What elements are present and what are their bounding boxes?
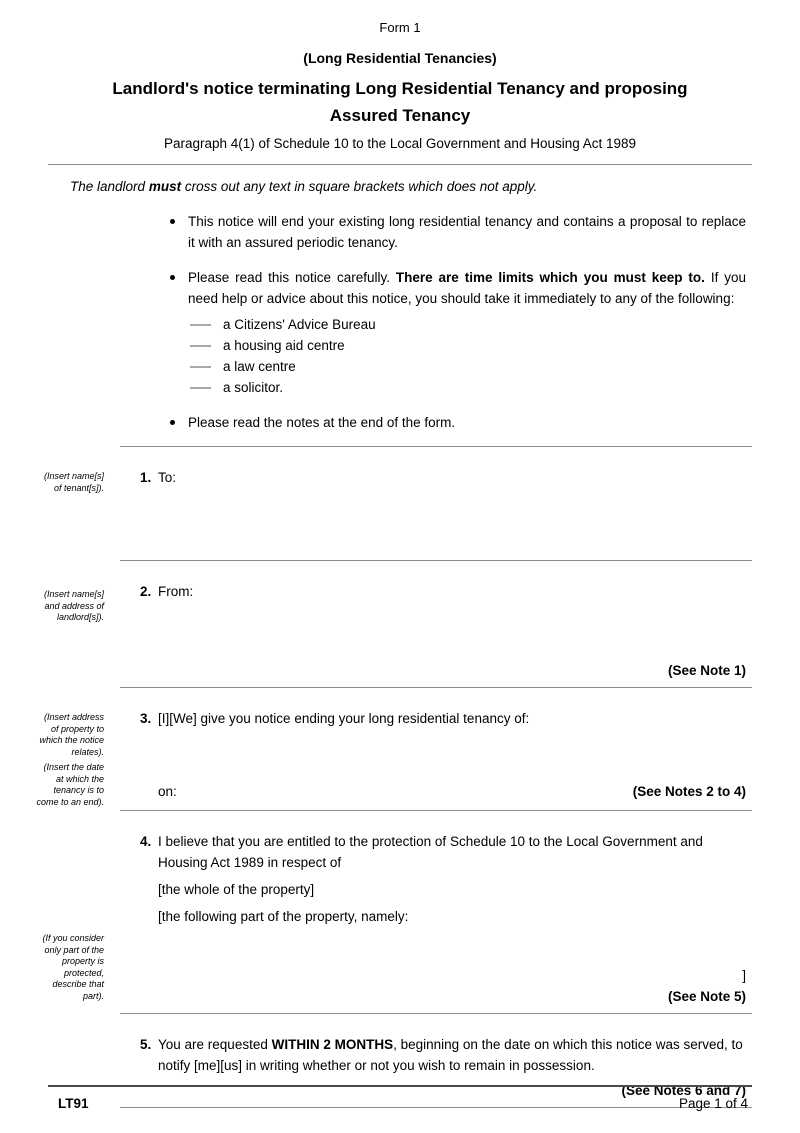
form-title-line2: Assured Tenancy [329,106,471,125]
option-whole-property: [the whole of the property] [158,882,315,897]
section-number: 3. [140,711,152,726]
form-title-line1: Landlord's notice terminating Long Residential Tenancy and proposing [112,79,688,98]
section-4-heading [120,831,752,873]
bullet-item-3 [170,412,746,433]
option-part-property: [the following part of the property, namely: [158,909,409,924]
section-number: 5. [140,1037,152,1052]
section-divider [120,446,752,457]
dash-icon [190,366,211,368]
see-notes-6-and-7: (See Notes 6 and 7) [621,1083,746,1098]
form-title [48,75,752,129]
crossout-instruction-pre: The landlord [70,179,149,194]
on-label: on: [158,784,177,799]
margin-note-property-address: (Insert address of property to which the notice relates). [39,712,104,757]
dash-icon [190,324,211,326]
form-category: (Long Residential Tenancies) [303,50,497,66]
landlord-details-fill-area[interactable] [120,602,752,660]
bullet-icon [170,275,175,280]
section-2-heading [120,581,752,602]
tenant-names-fill-area[interactable] [120,488,752,560]
section-3-heading [120,708,752,729]
section-3-text: [I][We] give you notice ending your long residential tenancy of: [158,711,530,726]
section-5-text-bold: WITHIN 2 MONTHS [271,1037,394,1052]
section-3-notice [36,698,752,810]
margin-note-tenant: (Insert name[s] of tenant[s]). [43,471,104,493]
advice-item-label: a solicitor. [223,380,284,395]
margin-note-part-protected: (If you consider only part of the property is protected, describe that part). [42,933,104,1001]
list-item [190,377,752,398]
advice-item-label: a housing aid centre [223,338,345,353]
closing-bracket: ] [742,968,746,983]
property-address-fill-area[interactable] [120,729,752,781]
document-code: LT91 [58,1096,89,1111]
page-indicator: Page 1 of 4 [678,1096,748,1111]
section-1-to [43,457,752,560]
property-part-fill-area[interactable] [120,927,752,965]
form-number: Form 1 [379,20,421,35]
statute-reference: Paragraph 4(1) of Schedule 10 to the Local Government and Housing Act 1989 [163,136,637,151]
bullet-text-2-pre: Please read this notice carefully. [188,270,396,285]
bullet-icon [170,420,175,425]
section-number: 4. [140,834,152,849]
section-number: 1. [140,470,152,485]
bullet-text-1: This notice will end your existing long residential tenancy and contains a proposal to replace it with an assured periodic tenancy. [188,214,746,250]
form-header [48,20,752,151]
bullet-item-2 [170,267,746,309]
section-4-text: I believe that you are entitled to the protection of Schedule 10 to the Local Government and Housing Act 1989 in respect of [158,834,703,870]
section-divider [120,1013,752,1024]
section-5-text [158,1034,752,1076]
list-item [190,356,752,377]
bullet-text-3: Please read the notes at the end of the form. [188,415,456,430]
crossout-instruction-post: cross out any text in square brackets which does not apply. [181,179,538,194]
preamble [48,176,752,433]
section-divider [120,560,752,571]
dash-icon [190,345,211,347]
section-5-text-post: , beginning on the date on which this notice was served, to notify [me][us] in writing whether or not you wish to remain in possession. [158,1037,743,1073]
see-note-1: (See Note 1) [667,663,746,678]
bullet-item-1 [170,211,746,253]
crossout-instruction [70,176,752,197]
advice-item-label: a Citizens' Advice Bureau [223,317,376,332]
section-5-text-pre: You are requested [158,1037,272,1052]
see-notes-2-to-4: (See Notes 2 to 4) [632,784,746,799]
section-4-protection [42,821,752,1013]
bullet-text-2 [188,267,746,309]
bullet-icon [170,219,175,224]
section-5-heading [120,1034,752,1076]
section-2-from [43,571,752,687]
section-1-label: To: [158,470,177,485]
section-number: 2. [140,584,152,599]
list-item [190,314,752,335]
crossout-instruction-bold: must [148,179,182,194]
see-note-5: (See Note 5) [667,989,746,1004]
section-2-label: From: [158,584,194,599]
header-divider [48,164,752,165]
advice-list [190,314,752,398]
tenancy-end-row [120,781,752,802]
bullet-text-2-post: If you need help or advice about this notice, you should take it immediately to any of the following: [188,270,746,306]
section-divider [120,810,752,821]
margin-note-end-date: (Insert the date at which the tenancy is to come to an end). [36,762,104,807]
section-1-heading [120,467,752,488]
list-item [190,335,752,356]
margin-note-landlord: (Insert name[s] and address of landlord[s]). [43,589,104,622]
bullet-text-2-bold: There are time limits which you must keep to. [395,270,705,285]
section-divider [120,687,752,698]
page-footer [48,1085,752,1111]
advice-item-label: a law centre [223,359,296,374]
dash-icon [190,387,211,389]
